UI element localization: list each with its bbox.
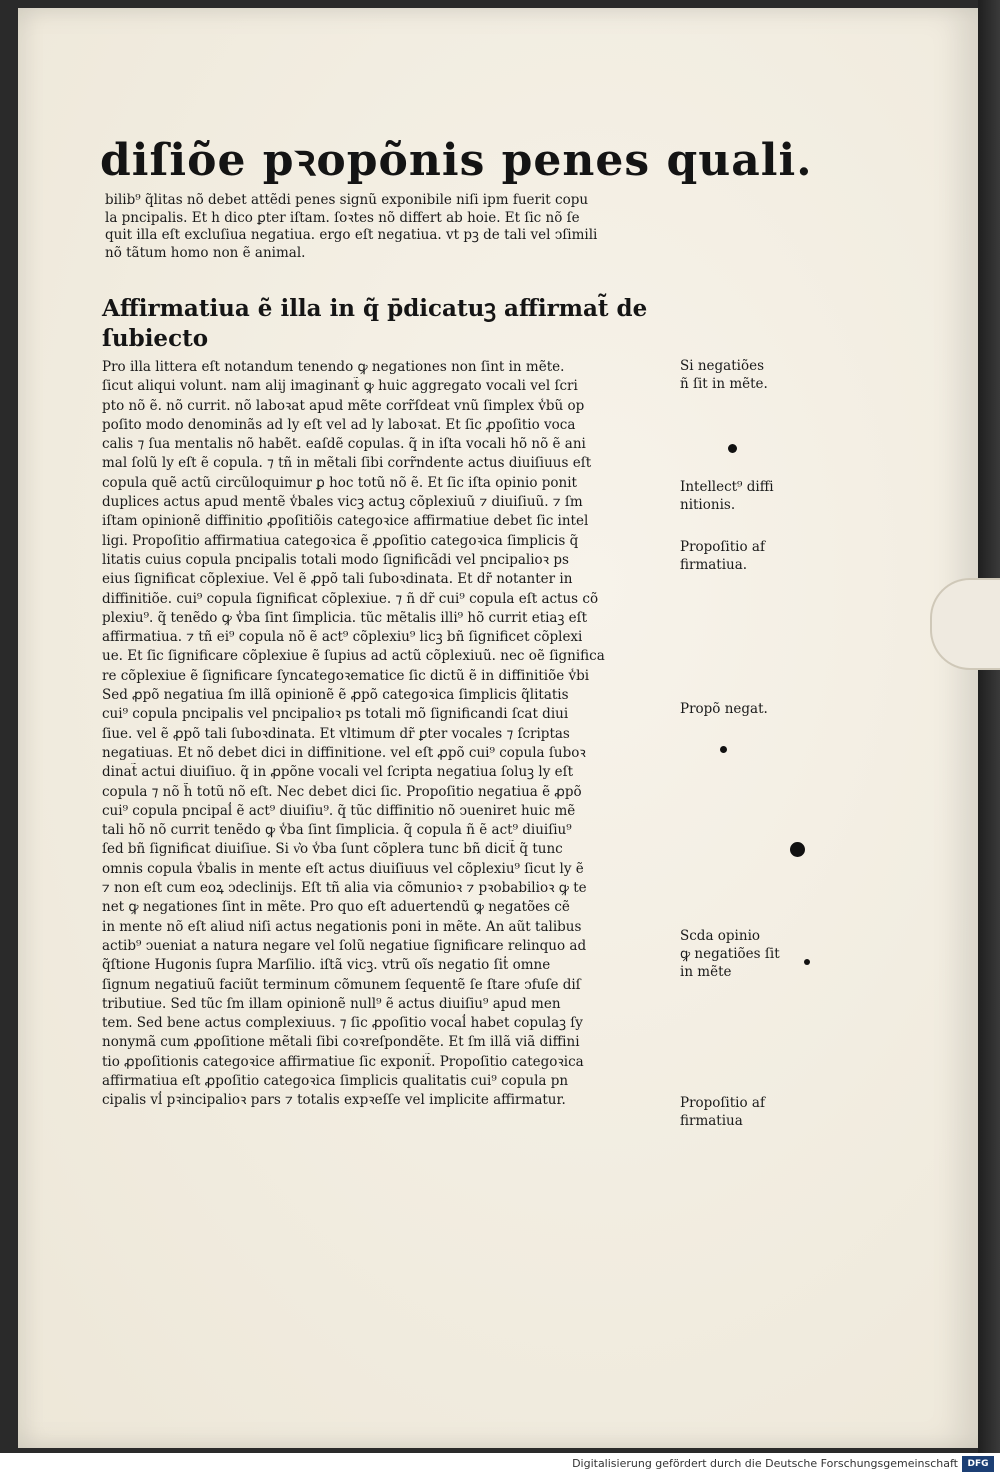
- body-line: cui⁹ copula pncipal̾ ẽ act⁹ diuiſiu⁹. q̃ tũc diffinitio nõ ↄueniret huic mẽ: [102, 802, 576, 819]
- intro-line: bilib⁹ q̃litas nõ debet attẽdi penes signũ exponibile niſi ipm fuerit copu: [105, 192, 589, 208]
- body-line: ſed bñ ſignificat diuiſiue. Si v͛o v̾ba ſunt cõplera tunc bñ dicit̃ q̃ tunc: [102, 841, 563, 858]
- page-heading: diſiõe pꝛopõnis penes quali.: [100, 135, 813, 186]
- body-line: ue. Et ſic ſignificare cõplexiue ẽ ſupius ad actũ cõplexiuũ. nec oẽ ſignifica: [102, 648, 605, 665]
- body-line: tio ꝓpoſitionis categoꝛice affirmatiue ſic exponit̃. Propoſitio categoꝛica: [102, 1053, 584, 1070]
- body-line: ligi. Propoſitio affirmatiua categoꝛica ẽ ꝓpoſitio categoꝛica ſimplicis q̃: [102, 532, 579, 549]
- margin-note-line: ꝙ negatiões ſit: [680, 946, 780, 962]
- body-line: Pro illa littera eſt notandum tenendo ꝙ negationes non ſint in mẽte.: [102, 359, 565, 375]
- margin-note-line: firmatiua: [680, 1113, 743, 1129]
- intro-line: la pncipalis. Et h̃ dico ꝑter iſtam. ſoꝛtes nõ differt ab hoie. Et ſic nõ ſe: [105, 209, 580, 226]
- body-line: actib⁹ ↄueniat a natura negare vel ſolũ negatiue ſignificare relinquo ad: [102, 937, 587, 954]
- body-line: cui⁹ copula pncipalis vel pncipalioꝛ ps totali mõ ſignificandi ſcat diui: [102, 706, 569, 723]
- margin-note: [680, 478, 810, 514]
- body-line: nonymã cum ꝓpoſitione mẽtali ſibi coꝛreſpondẽte. Et ſm illã viã diffini: [102, 1034, 580, 1051]
- page-clip: [930, 578, 1000, 670]
- body-line: cipalis vl̾ pꝛincipalioꝛ pars ⁊ totalis expꝛeſſe vel implicite affirmatur.: [102, 1092, 566, 1109]
- body-line: tem. Sed bene actus complexiuus. ⁊ ſic ꝓpoſitio vocal̾ habet copulaꝫ ſy: [102, 1015, 583, 1032]
- margin-note-line: Scda opinio: [680, 928, 761, 944]
- ink-spot: [728, 444, 737, 453]
- body-line: calis ⁊ ſua mentalis nõ habẽt. eaſdẽ copulas. q̃ in iſta vocali hõ nõ ẽ ani: [102, 436, 586, 453]
- body-line: iſtam opinionẽ diffinitio ꝓpoſitiõis categoꝛice affirmatiue debet ſic intel: [102, 513, 589, 530]
- margin-note: [680, 927, 810, 981]
- body-line: dinat̃ actui diuiſiuo. q̃ in ꝓpõne vocali vel ſcripta negatiua ſoluꝫ ly eſt: [102, 764, 574, 781]
- body-line: diffinitiõe. cui⁹ copula ſignificat cõplexiue. ⁊ ñ dr̃ cui⁹ copula eſt actus cõ: [102, 590, 599, 607]
- body-line: ſignum negatiuũ faciũt terminum cõmunem ſequentẽ ſe ſtare ↄfuſe diſ: [102, 976, 581, 993]
- body-line: Sed ꝓpõ negatiua ſm illã opinionẽ ẽ ꝓpõ categoꝛica ſimplicis q̃litatis: [102, 687, 569, 704]
- body-line: copula ⁊ nõ h̃ totũ nõ eſt. Nec debet dici ſic. Propoſitio negatiua ẽ ꝓpõ: [102, 783, 582, 800]
- dfg-logo: DFG: [962, 1456, 994, 1472]
- margin-note: [680, 538, 810, 574]
- margin-note-line: Propoſitio af: [680, 539, 765, 555]
- body-line: ſiue. vel ẽ ꝓpõ tali ſuboꝛdinata. Et vltimum dr̃ ꝑter vocales ⁊ ſcriptas: [102, 725, 570, 742]
- body-line: poſito modo denominãs ad ly eſt vel ad ly laboꝛat. Et ſic ꝓpoſitio voca: [102, 416, 576, 433]
- ink-spot: [720, 746, 727, 753]
- body-line: omnis copula v̾balis in mente eſt actus diuiſiuus vel cõplexiu⁹ ſicut ly ẽ: [102, 860, 584, 877]
- body-line: duplices actus apud mentẽ v̾bales vicꝫ actuꝫ cõplexiuũ ⁊ diuiſiuũ. ⁊ ſm: [102, 494, 583, 511]
- margin-note: [680, 1094, 810, 1130]
- margin-note-line: firmatiua.: [680, 557, 748, 573]
- margin-note-line: Propõ negat.: [680, 701, 768, 717]
- intro-line: quit̃ illa eſt excluſiua negatiua. ergo eſt negatiua. vt pꝫ de tali vel ↄſimili: [105, 227, 598, 244]
- body-line: re cõplexiue ẽ ſignificare ſyncategoꝛematice ſic dictũ ẽ in diffinitiõe v̾bi: [102, 667, 590, 684]
- body-line: affirmatiua eſt ꝓpoſitio categoꝛica ſimplicis qualitatis cui⁹ copula pn: [102, 1072, 569, 1089]
- margin-note-line: in mẽte: [680, 964, 732, 980]
- section-heading: Affirmatiua ẽ illa in q̃ p̄dicatuꝫ affirmat̃ de ſubiecto: [102, 295, 648, 352]
- body-line: affirmatiua. ⁊ tñ ei⁹ copula nõ ẽ act⁹ cõplexiu⁹ licꝫ bñ ſignificet cõplexi: [102, 629, 583, 646]
- margin-note-line: nitionis.: [680, 497, 736, 513]
- margin-note-line: Intellect⁹ diffi: [680, 479, 774, 495]
- body-line: pto nõ ẽ. nõ currit. nõ laboꝛat apud mẽte corr̃ſdeat vnũ ſimplex v̾bũ op: [102, 397, 585, 414]
- margin-note-line: ñ ſit in mẽte.: [680, 376, 768, 392]
- body-line: q̃ſtione Hugonis ſupra Marſilio. iſtã vicꝫ. vtrũ oĩs negatio ſit̾ omne: [102, 957, 551, 974]
- body-line: ⁊ non eſt cum eoꝝ ↄdeclinijs. Eſt tñ alia via cõmunioꝛ ⁊ pꝛobabilioꝛ ꝙ te: [102, 880, 587, 897]
- ink-spot: [804, 959, 810, 965]
- margin-note-line: Propoſitio af: [680, 1095, 765, 1111]
- intro-paragraph: [105, 192, 680, 262]
- scan-edge: [978, 0, 1000, 1453]
- body-line: eius ſignificat cõplexiue. Vel ẽ ꝓpõ tali ſuboꝛdinata. Et dr̃ notanter in: [102, 571, 573, 588]
- intro-line: nõ tãtum homo non ẽ animal.: [105, 244, 306, 261]
- body-line: tributiue. Sed tũc ſm illam opinionẽ null⁹ ẽ actus diuiſiu⁹ apud men: [102, 995, 561, 1012]
- body-line: mal ſolũ ly eſt ẽ copula. ⁊ tñ in mẽtali ſibi corr̃ndente actus diuiſiuus eſt: [102, 455, 592, 472]
- body-line: ſicut aliqui volunt. nam alij imaginant̃ ꝙ huic aggregato vocali vel ſcri: [102, 378, 578, 395]
- margin-note: [680, 700, 810, 718]
- body-line: in mente nõ eſt aliud niſi actus negationis poni in mẽte. An aũt talibus: [102, 918, 582, 935]
- body-line: copula quẽ actũ circũloquimur ꝑ hoc totũ nõ ẽ. Et ſic iſta opinio ponit: [102, 474, 577, 491]
- body-line: tali hõ nõ currit tenẽdo ꝙ v̾ba ſint ſimplicia. q̃ copula ñ ẽ act⁹ diuiſiu⁹: [102, 822, 572, 839]
- margin-note-line: Si negatiões: [680, 358, 765, 374]
- body-line: litatis cuius copula pncipalis totali modo ſignificãdi vel pncipalioꝛ ps: [102, 551, 569, 568]
- footer-bar: [0, 1453, 1000, 1477]
- body-line: plexiu⁹. q̃ tenẽdo ꝙ v̾ba ſint ſimplicia. tũc mẽtalis illi⁹ hõ currit etiaꝫ eſt: [102, 609, 588, 626]
- body-line: net ꝙ negationes ſint in mẽte. Pro quo eſt aduertendũ ꝙ negatões cẽ: [102, 899, 570, 916]
- body-text: [102, 358, 677, 1111]
- margin-note: [680, 357, 810, 393]
- body-line: negatiuas. Et nõ debet dici in diffinitione. vel eſt ꝓpõ cui⁹ copula ſuboꝛ: [102, 744, 586, 761]
- ink-spot: [790, 842, 805, 857]
- funding-credit: Digitalisierung gefördert durch die Deutsche Forschungsgemeinschaft: [572, 1457, 958, 1470]
